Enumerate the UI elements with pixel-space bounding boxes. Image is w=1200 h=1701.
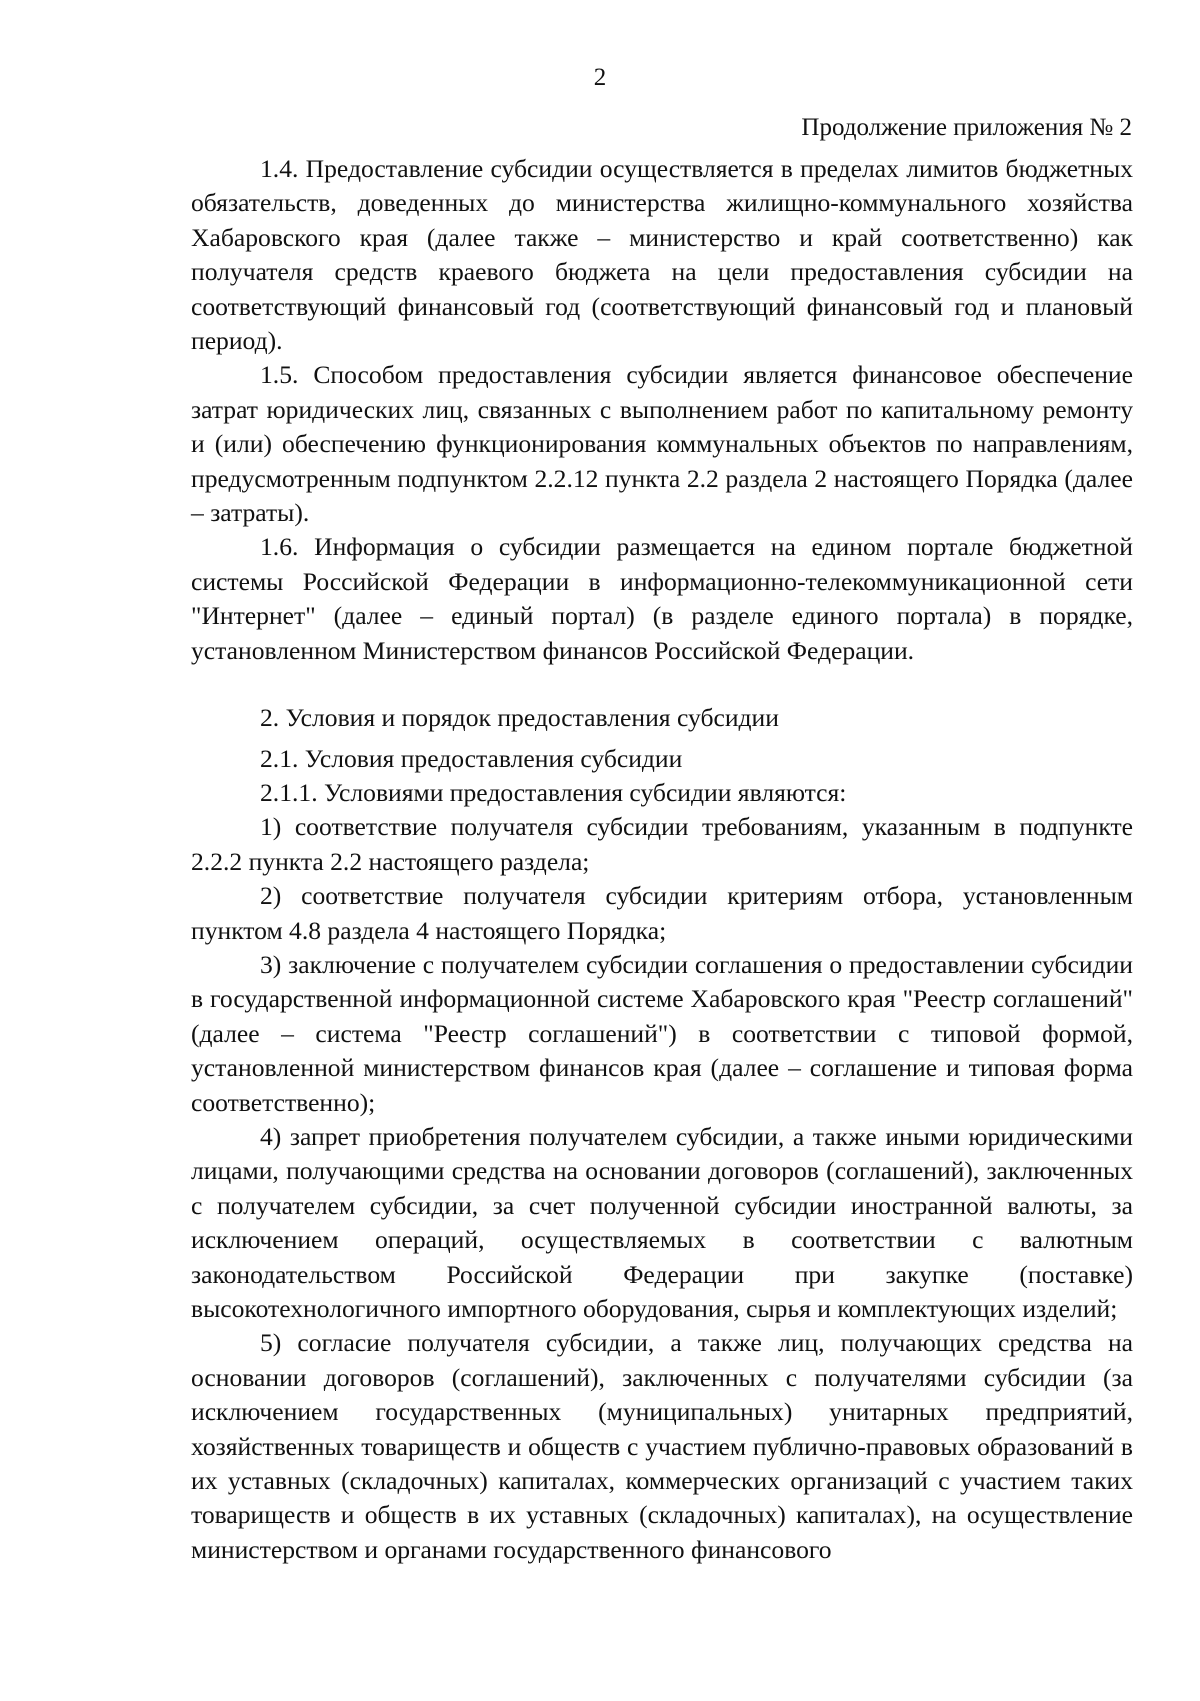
section-2-title: 2. Условия и порядок предоставления субсидии	[260, 703, 779, 733]
list-item-4: 4) запрет приобретения получателем субсидии, а также иными юридическими лицами, получающими средства на основании договоров (соглашений), заключенных с получателем субсидии, за счет полученной субсидии иностранной валюты, за исключением операций, осуществляемых в соответствии с валютным законодательством Российской Федерации при закупке (поставке) высокотехнологичного импортного оборудования, сырья и комплектующих изделий;	[191, 1121, 1133, 1323]
paragraph-1-4: 1.4. Предоставление субсидии осуществляется в пределах лимитов бюджетных обязательств, доведенных до министерства жилищно-коммунального хозяйства Хабаровского края (далее также – министерство и край соответственно) как получателя средств краевого бюджета на цели предоставления субсидии на соответствующий финансовый год (соответствующий финансовый год и плановый период).	[191, 154, 1133, 356]
paragraph-2-1-1: 2.1.1. Условиями предоставления субсидии являются:	[260, 777, 847, 807]
paragraph-1-5: 1.5. Способом предоставления субсидии является финансовое обеспечение затрат юридических лиц, связанных с выполнением работ по капитальному ремонту и (или) обеспечению функционирования коммунальных объектов по направлениям, предусмотренным подпунктом 2.2.12 пункта 2.2 раздела 2 настоящего Порядка (далее – затраты).	[191, 360, 1133, 528]
list-item-1: 1) соответствие получателя субсидии требованиям, указанным в подпункте 2.2.2 пункта 2.2 настоящего раздела;	[191, 812, 1133, 876]
list-item-2: 2) соответствие получателя субсидии критериям отбора, установленным пунктом 4.8 раздела 4 настоящего Порядка;	[191, 881, 1133, 945]
subsection-2-1-title: 2.1. Условия предоставления субсидии	[260, 743, 683, 773]
document-body	[191, 152, 1133, 1567]
list-item-5: 5) согласие получателя субсидии, а также лиц, получающих средства на основании договоров (соглашений), заключенных с получателями субсидии (за исключением государственных (муниципальных) унитарных предприятий, хозяйственных товариществ и обществ с участием публично-правовых образований в их уставных (складочных) капиталах, коммерческих организаций с участием таких товариществ и обществ в их уставных (складочных) капиталах), на осуществление министерством и органами государственного финансового	[191, 1328, 1133, 1564]
paragraph-1-6: 1.6. Информация о субсидии размещается на едином портале бюджетной системы Российской Федерации в информационно-телекоммуникационной сети "Интернет" (далее – единый портал) (в разделе единого портала) в порядке, установленном Министерством финансов Российской Федерации.	[191, 532, 1133, 665]
page-number: 2	[593, 64, 607, 91]
appendix-continuation-note: Продолжение приложения № 2	[801, 114, 1132, 141]
list-item-3: 3) заключение с получателем субсидии соглашения о предоставлении субсидии в государственной информационной системе Хабаровского края "Реестр соглашений" (далее – система "Реестр соглашений") в соответствии с типовой формой, установленной министерством финансов края (далее – соглашение и типовая форма соответственно);	[191, 949, 1133, 1117]
